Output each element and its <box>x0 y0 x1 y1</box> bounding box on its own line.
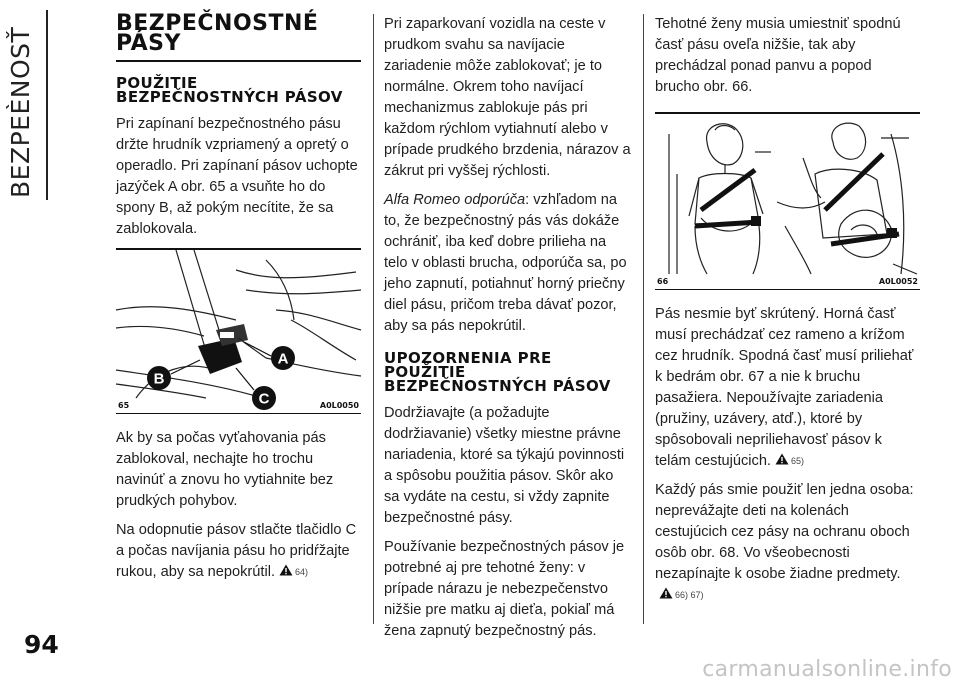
note-reference: 64) <box>295 567 309 577</box>
emphasis-text: Alfa Romeo odporúča <box>384 192 526 208</box>
figure-number: 66 <box>657 277 669 286</box>
column-2 <box>384 14 632 650</box>
svg-text:A: A <box>277 350 289 368</box>
paragraph: Dodržiavajte (a požadujte dodržiavanie) všetky miestne právne nariadenia, ktoré sa týkajú povinnosti a spôsobu použitia pásov. Skôr ako sa vydáte na cestu, si vždy zapnite bezpečnostné pásy. <box>384 405 625 526</box>
paragraph: Ak by sa počas vyťahovania pás zablokoval, nechajte ho trochu navinúť a znovu ho vytiahnite bez prudkých pohybov. <box>116 430 334 509</box>
paragraph: Používanie bezpečnostných pásov je potrebné aj pre tehotné ženy: v prípade nárazu je nebezpečenstvo nižšie pre matku aj dieťa, pokiaľ má žena zapnutý bezpečnostný pás. <box>384 539 625 639</box>
paragraph: Pás nesmie byť skrútený. Horná časť musí prechádzať cez rameno a krížom cez hrudník. Spodná časť musí priliehať k bedrám obr. 67 a nie k bruchu pasažiera. Nepoužívajte zariadenia (pružiny, uzávery, atď.), ktoré by spôsobovali nepriliehavosť pásov k telám cestujúcich. 65) <box>655 306 914 469</box>
figure-number: 65 <box>118 401 130 410</box>
watermark[interactable]: carmanualsonline.info <box>702 657 952 682</box>
paragraph: Pri zapínaní bezpečnostného pásu držte hrudník vzpriamený a opretý o operadlo. Pri zapínaní pásov uchopte jazýček A obr. 65 a vsuňte ho do spony B, až pokým necítite, že sa zablokovala. <box>116 116 358 237</box>
paragraph: Tehotné ženy musia umiestniť spodnú časť pásu oveľa nižšie, tak aby prechádzal ponad panvu a popod brucho obr. 66. <box>655 16 901 95</box>
paragraph: Pri zaparkovaní vozidla na ceste v prudkom svahu sa navíjacie zariadenie môže zablokovať; je to normálne. Okrem toho navíjací mechanizmus zablokuje pás pri každom rýchlom vytiahnutí alebo v prípade prudkého brzdenia, nárazov a zákrut pri vyššej rýchlosti. <box>384 16 631 179</box>
note-reference: 65) <box>791 456 805 466</box>
pregnant-woman-seatbelt-illustration <box>655 114 920 274</box>
column-1 <box>116 11 361 591</box>
warning-triangle-icon <box>279 564 293 576</box>
figure-65 <box>116 248 361 414</box>
section-subtitle: POUŽITIE BEZPEČNOSTNÝCH PÁSOV <box>116 74 343 106</box>
column-3 <box>655 14 920 614</box>
warning-triangle-icon <box>775 453 789 465</box>
warning-triangle-icon <box>659 587 673 599</box>
side-tab-rule <box>46 10 48 200</box>
column-divider-2 <box>643 14 644 624</box>
figure-66 <box>655 112 920 290</box>
paragraph: Každý pás smie použiť len jedna osoba: neprevážajte deti na kolenách cestujúcich cez pásy na ochranu oboch osôb obr. 68. Vo všeobecnosti nezapínajte k osobe žiadne predmety.66) 67) <box>655 482 914 600</box>
figure-code: A0L0052 <box>878 277 918 286</box>
paragraph: Na odopnutie pásov stlačte tlačidlo C a počas navíjania pásu ho pridŕžajte rukou, aby sa nepokrútil. 64) <box>116 522 357 580</box>
note-reference: 66) 67) <box>675 590 704 600</box>
section-heading: UPOZORNENIA PRE POUŽITIE BEZPEČNOSTNÝCH PÁSOV <box>384 349 611 395</box>
figure-code: A0L0050 <box>319 401 359 410</box>
section-side-tab <box>0 0 104 210</box>
column-divider-1 <box>373 14 374 624</box>
svg-text:C: C <box>258 390 270 408</box>
section-title: BEZPEČNOSTNÉ PÁSY <box>116 14 361 62</box>
side-tab-label: BEZPEÈNOSŤ <box>6 26 35 198</box>
svg-text:B: B <box>153 370 165 388</box>
page-number: 94 <box>24 630 59 659</box>
paragraph: Alfa Romeo odporúča: vzhľadom na to, že bezpečnostný pás vás dokáže ochrániť, iba keď dobre prilieha na telo v oblasti brucha, odporúča sa, po jeho zapnutí, potiahnuť horný priečny diel pásu, pričom treba dávať pozor, aby sa pás nepokrútil. <box>384 192 627 334</box>
